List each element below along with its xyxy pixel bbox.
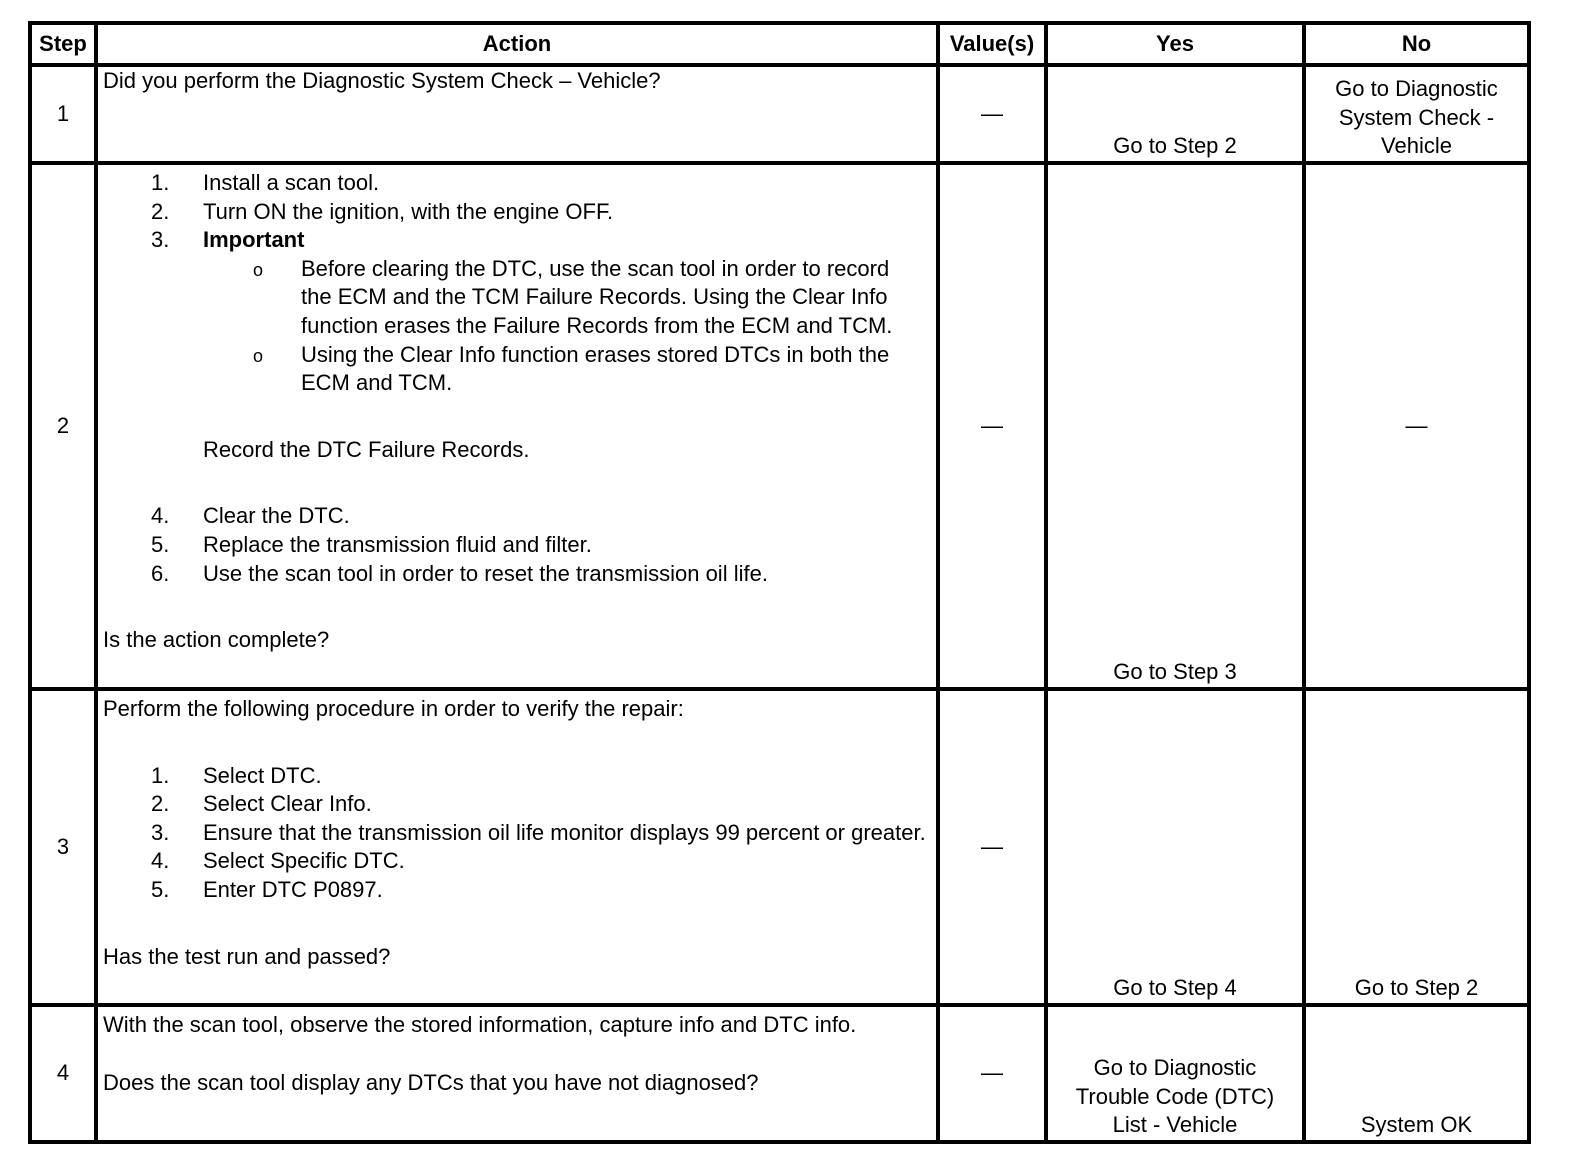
value-cell: — bbox=[938, 1005, 1046, 1142]
list-item: o Before clearing the DTC, use the scan tool in order to record the ECM and the TCM Failure Records. Using the Clear Info function erases the Failure Records from the ECM and TCM. bbox=[253, 255, 893, 338]
list-item: 2. Turn ON the ignition, with the engine OFF. bbox=[151, 198, 614, 224]
step-number: 1 bbox=[30, 65, 96, 163]
table-row-step-2 bbox=[30, 163, 1529, 689]
list-item: 3. Ensure that the transmission oil life monitor displays 99 percent or greater. bbox=[151, 819, 926, 845]
list-item: 5. Enter DTC P0897. bbox=[151, 876, 383, 902]
action-question: Does the scan tool display any DTCs that you have not diagnosed? bbox=[103, 1069, 759, 1095]
header-step: Step bbox=[30, 23, 96, 65]
step-number: 2 bbox=[30, 163, 96, 689]
list-item: 1. Select DTC. bbox=[151, 762, 322, 788]
procedure-list bbox=[103, 502, 931, 588]
header-row bbox=[30, 23, 1529, 65]
no-cell: System OK bbox=[1304, 1005, 1529, 1142]
header-yes: Yes bbox=[1046, 23, 1304, 65]
diagnostic-table bbox=[28, 21, 1531, 1144]
value-cell: — bbox=[938, 689, 1046, 1005]
action-question: Did you perform the Diagnostic System Check – Vehicle? bbox=[103, 68, 661, 93]
action-intro: With the scan tool, observe the stored information, capture info and DTC info. bbox=[103, 1012, 857, 1037]
procedure-list bbox=[103, 762, 931, 905]
action-cell bbox=[96, 163, 938, 689]
list-item: 5. Replace the transmission fluid and filter. bbox=[151, 531, 592, 557]
yes-line: List - Vehicle bbox=[1112, 1112, 1238, 1138]
list-item: 6. Use the scan tool in order to reset the transmission oil life. bbox=[151, 560, 768, 586]
yes-cell: Go to Step 2 bbox=[1046, 65, 1304, 163]
yes-line: Go to Diagnostic bbox=[1093, 1055, 1257, 1081]
header-action: Action bbox=[96, 23, 938, 65]
important-notes bbox=[203, 255, 931, 398]
action-intro: Perform the following procedure in order to verify the repair: bbox=[103, 696, 684, 721]
yes-cell: Go to Step 4 bbox=[1046, 689, 1304, 1005]
procedure-list bbox=[103, 169, 931, 255]
no-line: Go to Diagnostic bbox=[1335, 76, 1498, 102]
value-cell: — bbox=[938, 163, 1046, 689]
list-item: 2. Select Clear Info. bbox=[151, 791, 372, 817]
bullet-icon: o bbox=[253, 345, 264, 366]
no-cell: — bbox=[1304, 163, 1529, 689]
action-cell bbox=[96, 65, 938, 163]
header-values: Value(s) bbox=[938, 23, 1046, 65]
yes-cell bbox=[1046, 1005, 1304, 1142]
table-row-step-1 bbox=[30, 65, 1529, 163]
record-instruction: Record the DTC Failure Records. bbox=[203, 436, 530, 462]
list-item: 4. Select Specific DTC. bbox=[151, 848, 405, 874]
no-cell bbox=[1304, 65, 1529, 163]
list-item: 1. Install a scan tool. bbox=[151, 170, 380, 195]
no-line: Vehicle bbox=[1381, 133, 1452, 159]
yes-cell: Go to Step 3 bbox=[1046, 163, 1304, 689]
important-label: Important bbox=[203, 227, 305, 253]
action-cell bbox=[96, 689, 938, 1005]
action-cell bbox=[96, 1005, 938, 1142]
no-cell: Go to Step 2 bbox=[1304, 689, 1529, 1005]
bullet-icon: o bbox=[253, 259, 264, 280]
list-item: o Using the Clear Info function erases stored DTCs in both the ECM and TCM. bbox=[253, 341, 890, 396]
step-number: 3 bbox=[30, 689, 96, 1005]
table-row-step-3 bbox=[30, 689, 1529, 1005]
header-no: No bbox=[1304, 23, 1529, 65]
no-line: System Check - bbox=[1338, 104, 1495, 130]
action-question: Has the test run and passed? bbox=[103, 943, 391, 969]
list-item: 4. Clear the DTC. bbox=[151, 503, 350, 529]
step-number: 4 bbox=[30, 1005, 96, 1142]
list-item: 3. Important bbox=[151, 227, 305, 253]
yes-line: Trouble Code (DTC) bbox=[1075, 1083, 1275, 1109]
action-question: Is the action complete? bbox=[103, 627, 330, 653]
table-row-step-4 bbox=[30, 1005, 1529, 1142]
value-cell: — bbox=[938, 65, 1046, 163]
